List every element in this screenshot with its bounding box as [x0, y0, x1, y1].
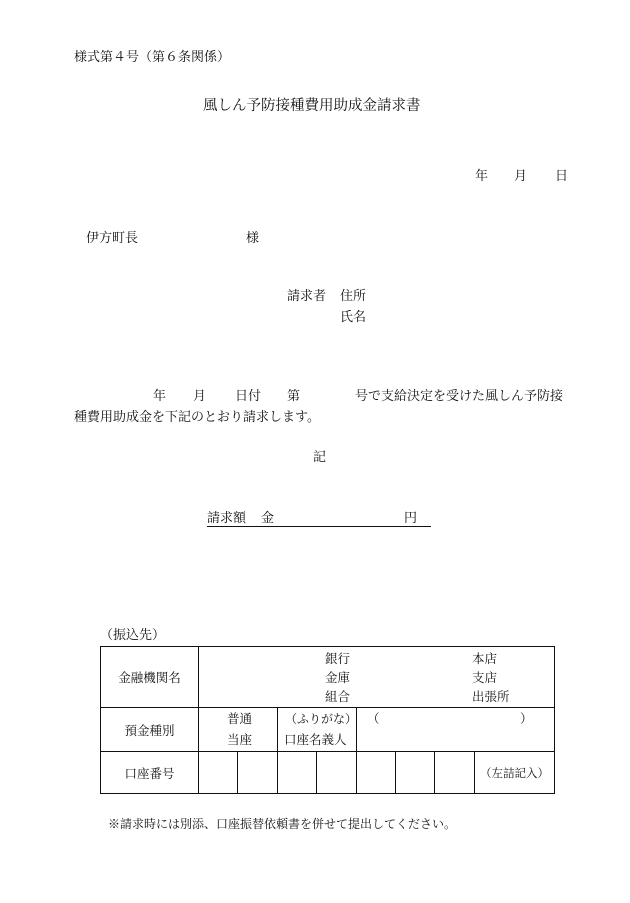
institution-value-cell[interactable] — [199, 647, 555, 708]
left-align-note: （左詰記入） — [480, 765, 549, 780]
body-line1-rest: 号で支給決定を受けた風しん予防接 — [355, 389, 564, 404]
deposit-type-options-cell[interactable] — [199, 708, 278, 752]
bank-type-bank: 銀行 — [325, 651, 351, 666]
account-digit-cell[interactable] — [357, 752, 396, 794]
bank-table — [100, 646, 555, 794]
account-digit-cell[interactable] — [396, 752, 435, 794]
body-number-prefix: 第 — [287, 389, 301, 404]
form-number: 様式第４号（第６条関係） — [74, 50, 231, 65]
address-label: 住所 — [340, 289, 367, 304]
institution-label-cell — [101, 647, 199, 708]
deposit-type-label-cell — [101, 708, 199, 752]
left-align-note-cell — [475, 752, 555, 794]
branch-type-head: 本店 — [472, 651, 498, 666]
date-day: 日 — [555, 169, 569, 184]
account-digit-cell[interactable] — [435, 752, 475, 794]
amount-label: 請求額 — [207, 511, 247, 526]
paren-close: ） — [520, 711, 533, 726]
bank-type-kumiai: 組合 — [325, 689, 351, 704]
account-number-label-cell — [101, 752, 199, 794]
account-holder-label-cell — [278, 708, 357, 752]
amount-yen: 円 — [404, 511, 418, 526]
body-month: 月 — [193, 389, 207, 404]
footnote: ※請求時には別添、口座振替依頼書を併せて提出してください。 — [108, 817, 457, 831]
account-digit-cell[interactable] — [199, 752, 238, 794]
body-year: 年 — [153, 389, 167, 404]
body-line2: 種費用助成金を下記のとおり請求します。 — [74, 410, 320, 425]
amount-kin: 金 — [261, 511, 275, 526]
bank-type-shinkin: 金庫 — [325, 670, 351, 685]
institution-label: 金融機関名 — [118, 670, 181, 685]
branch-type-branch: 支店 — [472, 670, 498, 685]
account-number-label: 口座番号 — [124, 765, 175, 781]
deposit-type-futsu: 普通 — [227, 711, 253, 726]
page-title: 風しん予防接種費用助成金請求書 — [203, 98, 421, 114]
addressee-name: 伊方町長 — [86, 231, 139, 246]
date-month: 月 — [514, 169, 528, 184]
account-holder-input[interactable] — [357, 708, 555, 752]
addressee-honorific: 様 — [246, 231, 260, 246]
account-holder-label: 口座名義人 — [284, 732, 347, 747]
account-digit-cell[interactable] — [278, 752, 317, 794]
paren-open: （ — [367, 711, 380, 726]
transfer-label: （振込先） — [100, 628, 166, 643]
name-label: 氏名 — [340, 310, 367, 325]
ki-heading: 記 — [313, 450, 327, 465]
deposit-type-label: 預金種別 — [124, 722, 175, 738]
body-day: 日付 — [235, 389, 262, 404]
amount-line — [207, 512, 431, 527]
account-digit-cell[interactable] — [317, 752, 357, 794]
date-year: 年 — [475, 169, 489, 184]
deposit-type-toza: 当座 — [227, 732, 253, 747]
claimant-label: 請求者 — [287, 289, 327, 304]
account-digit-cell[interactable] — [238, 752, 278, 794]
branch-type-office: 出張所 — [472, 689, 510, 704]
furigana-label: （ふりがな） — [285, 712, 358, 726]
